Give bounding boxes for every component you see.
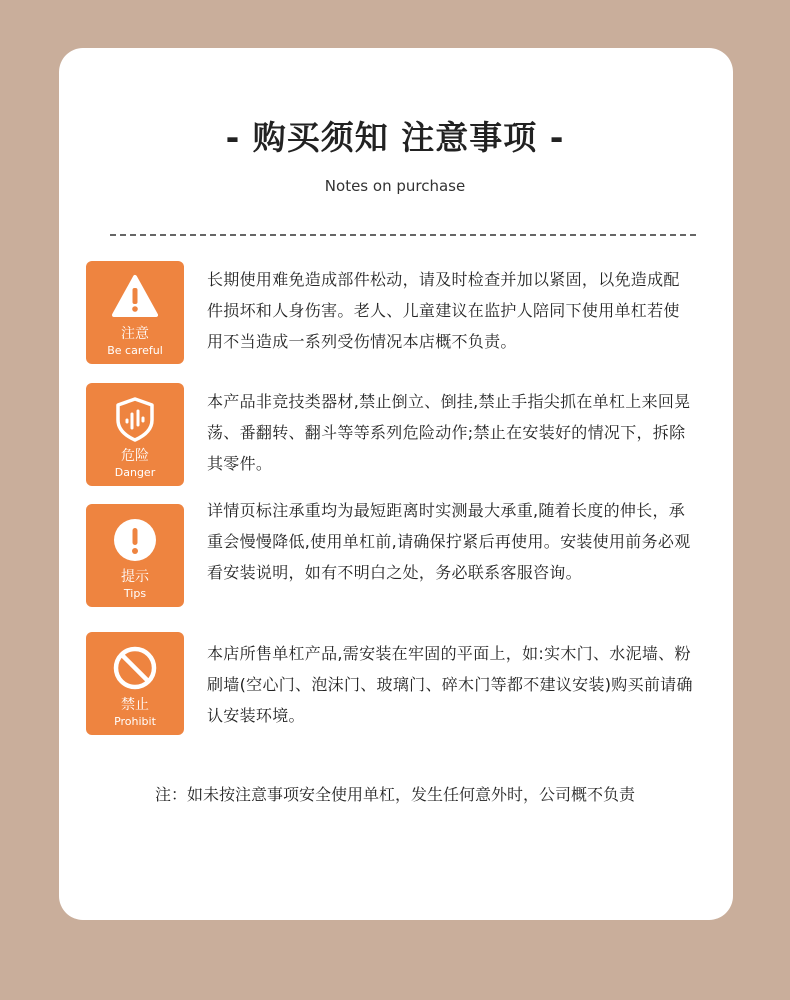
badge-label-zh: 注意 (121, 326, 149, 342)
page-title: - 购买须知 注意事项 - (225, 118, 565, 157)
shield-icon (112, 396, 158, 442)
badge-label-zh: 危险 (121, 448, 149, 464)
badge-label-zh: 禁止 (121, 697, 149, 713)
exclamation-circle-icon (112, 517, 158, 563)
badge-label-en: Be careful (107, 344, 163, 357)
notice-text: 详情页标注承重均为最短距离时实测最大承重,随着长度的伸长，承重会慢慢降低,使用单杠前,请确保拧紧后再使用。安装使用前务必观看安装说明，如有不明白之处，务必联系客服咨询。 (207, 501, 691, 582)
danger-badge (86, 383, 184, 486)
badge-label-en: Danger (114, 466, 156, 479)
badge-label-zh: 提示 (121, 569, 149, 585)
badge-label-en: Tips (123, 587, 147, 600)
page-subtitle: Notes on purchase (324, 177, 466, 195)
warning-triangle-icon (112, 274, 158, 320)
tips-badge (86, 504, 184, 607)
notice-text: 本店所售单杠产品,需安装在牢固的平面上，如:实木门、水泥墙、粉刷墙(空心门、泡沫门、玻璃门、碎木门等都不建议安装)购买前请确认安装环境。 (207, 644, 693, 725)
dashed-divider (110, 234, 696, 236)
footer-note: 注：如未按注意事项安全使用单杠，发生任何意外时，公司概不负责 (154, 785, 635, 804)
prohibit-badge (86, 632, 184, 735)
badge-label-en: Prohibit (114, 715, 156, 728)
notice-text: 本产品非竞技类器材,禁止倒立、倒挂,禁止手指尖抓在单杠上来回晃荡、番翻转、翻斗等等系列危险动作;禁止在安装好的情况下，拆除其零件。 (207, 392, 691, 473)
careful-badge (86, 261, 184, 364)
prohibit-icon (112, 645, 158, 691)
notice-text: 长期使用难免造成部件松动，请及时检查并加以紧固，以免造成配件损坏和人身伤害。老人、儿童建议在监护人陪同下使用单杠若使用不当造成一系列受伤情况本店概不负责。 (207, 270, 680, 351)
